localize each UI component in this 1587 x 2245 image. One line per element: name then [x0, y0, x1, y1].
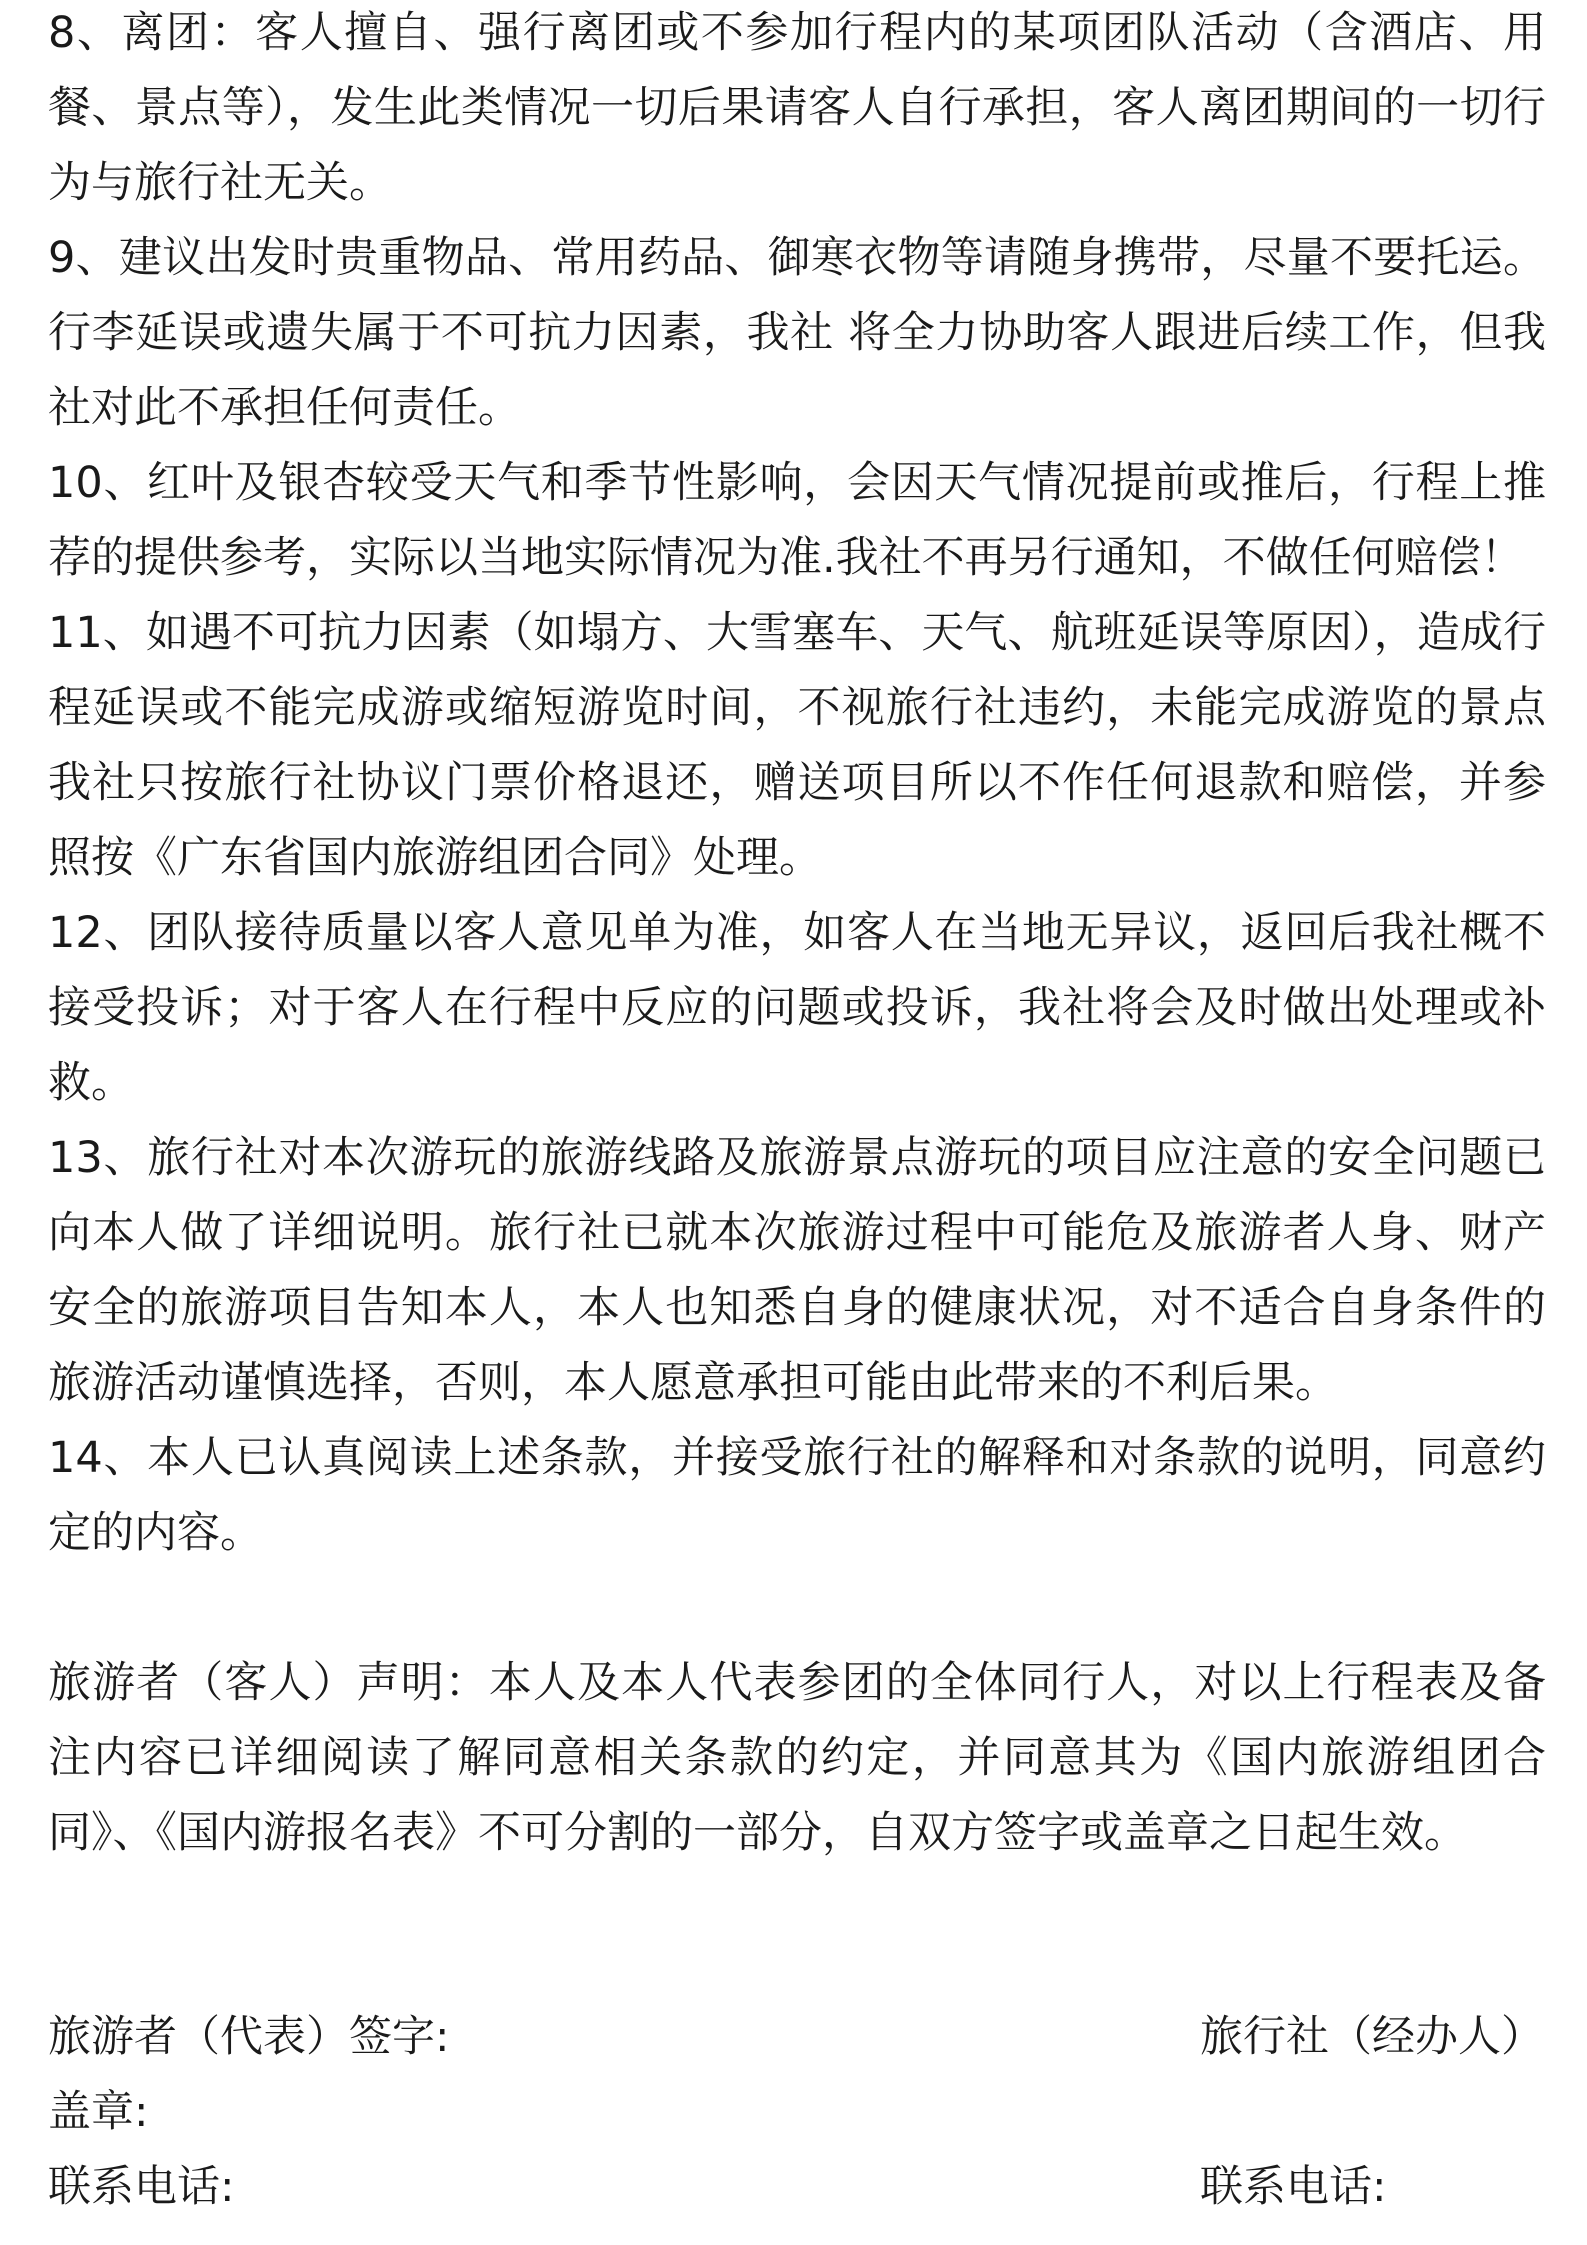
tourist-declaration: 旅游者（客人）声明：本人及本人代表参团的全体同行人，对以上行程表及备注内容已详细阅读了解同意相关条款的约定，并同意其为《国内旅游组团合同》、《国内游报名表》不可分割的一部分，自双方签字或盖章之日起生效。 [48, 1658, 1546, 1858]
clause-9: 9、建议出发时贵重物品、常用药品、御寒衣物等请随身携带，尽量不要托运。行李延误或遗失属于不可抗力因素，我社 将全力协助客人跟进后续工作，但我社对此不承担任何责任。 [48, 233, 1546, 433]
signature-block [48, 2000, 1546, 2245]
clause-12: 12、团队接待质量以客人意见单为准，如客人在当地无异议，返回后我社概不接受投诉；对于客人在行程中反应的问题或投诉，我社将会及时做出处理或补救。 [48, 908, 1546, 1108]
stamp-label: 盖章: [48, 2087, 149, 2137]
clause-13: 13、旅行社对本次游玩的旅游线路及旅游景点游玩的项目应注意的安全问题已向本人做了详细说明。旅行社已就本次旅游过程中可能危及旅游者人身、财产安全的旅游项目告知本人，本人也知悉自身的健康状况，对不适合自身条件的旅游活动谨慎选择，否则，本人愿意承担可能由此带来的不利后果。 [48, 1133, 1546, 1408]
signature-row [48, 2000, 1546, 2075]
clause-8: 8、离团：客人擅自、强行离团或不参加行程内的某项团队活动（含酒店、用餐、景点等），发生此类情况一切后果请客人自行承担，客人离团期间的一切行为与旅行社无关。 [48, 8, 1546, 208]
stamp-row [48, 2075, 1546, 2150]
clause-11: 11、如遇不可抗力因素（如塌方、大雪塞车、天气、航班延误等原因），造成行程延误或不能完成游或缩短游览时间，不视旅行社违约，未能完成游览的景点我社只按旅行社协议门票价格退还，赠送项目所以不作任何退款和赔偿，并参照按《广东省国内旅游组团合同》处理。 [48, 608, 1546, 883]
tourist-phone-label: 联系电话: [48, 2162, 235, 2212]
agency-phone-label: 联系电话: [1200, 2162, 1387, 2212]
clause-14: 14、本人已认真阅读上述条款，并接受旅行社的解释和对条款的说明，同意约定的内容。 [48, 1433, 1546, 1558]
agency-handler-label: 旅行社（经办人） [1200, 2012, 1544, 2062]
phone-row [48, 2150, 1546, 2225]
clause-10: 10、红叶及银杏较受天气和季节性影响，会因天气情况提前或推后，行程上推荐的提供参考，实际以当地实际情况为准.我社不再另行通知，不做任何赔偿！ [48, 458, 1546, 583]
document-body [48, 0, 1546, 1871]
tourist-signature-label: 旅游者（代表）签字: [48, 2012, 450, 2062]
